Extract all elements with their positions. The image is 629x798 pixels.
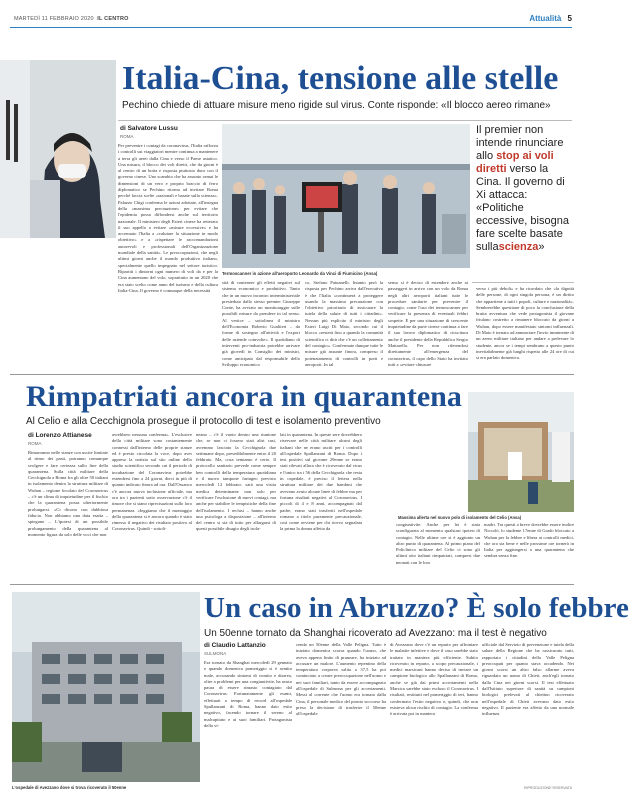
article3-photo <box>12 592 200 782</box>
article3-deck: Un 50enne tornato da Shanghai ricoverato ad Avezzano: ma il test è negativo <box>204 628 547 639</box>
article1-caption: Termoscanner in azione all'aeroporto Leonardo da Vinci di Fiumicino (Ansa) <box>222 271 378 276</box>
article3-headline: Un caso in Abruzzo? È solo febbre <box>204 592 629 624</box>
article1-col1: Per prevenire i contagi da coronavirus, l'Italia rafforza i controlli sui viaggiatori mentre continua a mantenere a terra gli aerei dalla Cina e verso il Paese asiatico. Una misura, il blocco dei voli diretti, che da giorni è al centro di un botta e risposta piuttosto duro con il governo cinese. Uno scambio che ha assunto ormai le dimensioni di un vero e proprio braccio di ferro diplomatico se Pechino ritorna ad invitare Roma perché faccia scelte «razionali e basate sulla scienza». Palazzo Chigi conferma le azioni adottate, all'insegna della «massima precauzione» per evitare che l'epidemia possa diffondersi anche sul territorio nazionale. Il ministero degli Esteri cinese ha reiterato il suo appello a evitare «misure eccessive» e ha accennato l'Italia a «valutare la situazione in modo obiettivo» e a «rispettare le raccomandazioni autorevoli e professionali dell'Organizzazione mondiale della sanità». Le preoccupazioni, che negli ultimi giorni anche il mondo produttivo italiano, specialmente quello impegnato nel settore turistico. Ripartiti i dintorni ogni numero di voli da e per la Cina aumentano del volo, soprattutto in un 2020 che era stato scelto come anno del turismo e della cultura Italia-Cina. Il governo è comunque della necessità <box>118 143 218 293</box>
article1-col2: sità di contenere gli effetti negativi sul sistema economico e produttivo. Tanto che in un nuovo incontro interministeriale presieduto dallo stesso premier Giuseppe Conte, ha avviato un monitoraggio sulle possibili misure da prendere in tal senso. Al vertice – sottolinea il ministro dell'Economia Roberto Gualtieri – da forme di sostegno all'attività e l'export delle aziende coinvolte». Il quotidiano di interventi pro-industria potrebbe arrivare già giovedì in Consiglio dei ministri, come anticipato dal responsabile dello Sviluppo economico <box>222 280 300 367</box>
article3-col3: di Avezzano dove c'è un reparto per affrontare le malattie infettive e dove il caso sarebbe stato trattato in maniera più efficiente. Subito ricoverato in reparto, a scopo precauzionale, i medici marsicani hanno deciso di inviare un campione biologico allo Spallanzani di Roma, anche se già dai primi accertamenti nella Marsica sarebbe stato escluso il Coronavirus. I risultati, restituiti nel pomeriggio di ieri, hanno confermato l'esito negativo e, quindi, che non esisteva alcun rischio di contagio. La conferma è arrivata poi in maniera <box>390 642 478 717</box>
header-divider <box>10 27 572 28</box>
article1-deck: Pechino chiede di attuare misure meno rigide sul virus. Conte risponde: «Il blocco aereo rimane» <box>122 100 551 111</box>
section-divider-2 <box>10 584 574 585</box>
article3-place: SULMONA <box>204 651 227 656</box>
article3-col2: cenda un 50enne della Valle Peligna. Tutto è iniziato domenica scorsa quando l'uomo, che aveva appena finito di pranzare, ha iniziato ad accusare un malore. L'aumento repentino della temperatura corporea salita a 37,5 ha poi cominciato a creare preoccupazione nell'uomo e nei suoi familiari, tanto da essere accompagnato all'ospedale di Sulmona per gli accertamenti. Messi al corrente che l'uomo era tornato dalla Cina, il personale medico del pronto soccorso ha preso la decisione di trasferire il 50enne all'ospedale <box>296 642 386 717</box>
credit-line: RIPRODUZIONE RISERVATA <box>523 786 572 790</box>
article2-col6: madri. Tra questi a breve dovrebbe essere inoltre Niccolò, lo studente 17enne di Grado bloccato a Wuhan per la febbre e libera ai controlli medici, che ora sta bene e nelle prossime ore tornerà in Italia per aggiungersi a una quarantena che sembra senza fine. <box>484 522 574 559</box>
article3-byline: di Claudio Lattanzio <box>204 642 266 649</box>
header-date: MARTEDÌ 11 FEBBRAIO 2020 IL CENTRO <box>14 16 129 22</box>
article1-byline: di Salvatore Lussu <box>120 125 178 132</box>
article1-rule <box>118 120 572 121</box>
article1-main-photo <box>222 124 470 268</box>
sidebar-rule <box>472 282 574 283</box>
article2-caption: Massima allerta nel nuovo polo di isolamento del Celio (Ansa) <box>398 515 522 520</box>
article2-deck: Al Celio e alla Cecchignola prosegue il protocollo di test e isolamento preventivo <box>26 416 381 427</box>
article2-col5: congiuntivite. Anche per lei è stata sconfigurata al momento qualsiasi ipotesi di contagio. Nelle ultime ore si è aggiunto un altro punto di quarantena. Al primo piano del Policlinico militare del Celio ci sono gli ultimi otto italiani rimpatriati, compresi due neonati con le loro <box>396 522 480 565</box>
section-label: Attualità 5 <box>529 14 572 23</box>
section-divider-1 <box>10 374 574 375</box>
article1-col3: co, Stefano Patuanelli. Intanto però la risposta per Pechino arriva dall'esecutivo è che l'Italia «continuerà a proteggere usando la massima precauzione con l'obiettivo prioritario di assicurare la tutela della salute di tutti i cittadini». Nessun più esplicito il ministro degli Esteri Luigi Di Maio, secondo cui il blocco «resterà fino a quando la comunità scientifica ci dirà che c'è un collettamento del contagio». Confermate dunque tutte le misure già assunte finora, compreso il potenziamento di controlli in porti e aeroporti. In tal <box>305 280 383 367</box>
sidebar-highlight-scienza: scienza <box>498 241 539 253</box>
article2-col4: lati in quarantena. In queste sere dovrebbero riservare nelle città militare alcuni degli italiani che ne erano usciti per i controlli all'ospedale Spallanzani di Roma. Dopo i test positivi sul giovane 29enne se erano stati rilevati allora che è ricoverato dal virus e l'unico tra i 56 della Cecchignola che resta in ospedale, è preciso il lettera nella struttura militare dei due bambini che avevano avuto alcune linee di febbre ma per fortuna risultati negativi al Coronavirus. I piccoli di 4 e 8 anni, accompagnati dal padre, erano stati trasferiti nell'ospedale romano a titolo puramente precauzionale, così come avviene per chi ricevo segnalata la prima la donna affetta da <box>280 432 362 532</box>
article1-headline: Italia-Cina, tensione alle stelle <box>122 60 559 97</box>
article1-col4: senso si è deciso di estendere anche ai passeggeri in arrivo con un volo da Roma negli altri aeroporti italiani tutte le procedure sanitarie per prevenire il contagio, come l'uso dei termoscanner per verificare la presenza di eventuali febbri sospette. E per una situazione di crescente inquietudine da parte cinese continua a fare il suo lavoro diplomatico di ricucitura anche il presidente della Repubblica Sergio Mattarella. Per non riferendosi direttamente all'emergenza del coronavirus, il capo dello Stato ha invitato tutti a «evitare chiusure <box>388 280 468 367</box>
article1-sidebar: Il premier non intende rinunciare allo stop ai voli diretti verso la Cina. Il governo di Xi attacca: «Politiche eccessive, bisogna fare scelte basate sullascienza» <box>476 124 569 253</box>
article2-col3: neano – c'è il vuoto dentro una riunione che, se non ci fossero stati altri casi, avremmo lasciato la Cecchignola due settimane dopo, presedibilmente entro il 20 febbraio. Ma, cosa temiamo è certo. Il protocollo sanitario prevede come sempre ben controlli della temperatura quotidiana e il nuovo tampone faringeo previsto mercoledì 12 febbraio: sarà una visita medica determinante non solo per verificare l'esclusione di nuovi contagi, ma anche per stabilire le tempistiche della fine dell'isolamento. I reclusi – hanno anche una psicologa a disposizione – all'interno del centro si sta di tutto per allargarsi di questi possibile disagio degli isola- <box>196 432 276 532</box>
article2-headline: Rimpatriati ancora in quarantena <box>26 380 462 413</box>
article2-col1: Rimarranno nelle stanze con uscite limitate al ritmo dei pasti, potranno comunque svolgere e fare certezza sullo fine della quarantena. Sulla città militare della Cecchignola a Roma fra gli oltre 50 italiani in isolamento dentro la struttura militare di Wuhan – regione focolaio del Coronavirus – c'è un clima di inquietudine per il fischio che la quarantena possa ulteriormente prolungarsi. «Ci dicono con dubbiosa fiducia. Non abbiamo una data esatta – spiegano – L'ipotesi di un possibile prolungamento della quarantena al momento figura da solo delle voci che non <box>28 450 108 537</box>
article2-col2: avrebbero nessuna conferma». L'esclusive della città militare sono costantemente connessi dall'interno delle proprie stanze ed è presto circolata la voce, dopo aver appreso la notizia sul sito online dello studio scientifico secondo cui il periodo di incubazione del Coronavirus potrebbe estendersi fino a 24 giorni, dieci in più di quanto indicato finora ad ora. Dall'Ossanco c'è ancora nuova inclusione ufficiale, ma ora tra i pazienti sotto osservazione c'è il timore che si stano riprecisazioni sullo loro permanenza. «Ieggiamo che il montaggio della quarantena si è ancora quando è stato rimesso il negativo dei risultato positivo al Coronavirus. Quindi - sottoli- <box>112 432 192 532</box>
article1-place: ROMA <box>120 134 134 139</box>
article1-left-photo <box>0 60 116 238</box>
sidebar-highlight-stop: stop ai voli diretti <box>476 150 554 175</box>
article2-byline: di Lorenzo Attianese <box>28 432 92 439</box>
article3-col4: ufficiale dal Servizio di prevenzione e tutela della salute della Regione che ha rassicurato tutti, rapportato i cittadini della Valle Peligna preoccupati per quanto stava accadendo. Nei giorni scorsi un altro falso allarme aveva riguardato un uomo di Chieti, anch'egli tornato dalla Cina nei giorni scorsi. Il test effettuato dall'Istituto superiore di sanità su campioni biologici prelevati al chietino ricoverato nell'ospedale di Chieti avevano dato esito negativo. Il paziente era affetto da una normale influenza. <box>482 642 574 717</box>
article2-place: ROMA <box>28 441 42 446</box>
page-number: 5 <box>567 14 572 23</box>
article3-col1: Era tornato da Shanghai mercoledì 29 gennaio e quando domenica pomeriggio si è sentito male, accusando sintomi di vomito e diarrea, oltre a problemi per una congiuntivite, ha avuto paura di essere rimasto contagiato dal Coronavirus. Fortunatamente gli esami, effettuati a tempo di record all'ospedale Spallanzani di Roma, hanno dato esito negativo, facendo tornare il sereno al malcapitato e ai suoi familiari. Protagonista della vi- <box>204 660 292 728</box>
article2-photo <box>468 392 574 512</box>
article3-caption: L'ospedale di Avezzano dove si trova ricoverato il 50enne <box>12 785 127 790</box>
article1-col5: verso i più deboli» e ha ricordato che «la dignità delle persone, di ogni singola persona, è un diritto che appartiene a tutti i popoli, culture e nazionalità». Sembrerebbe questione di poco la conclusione della brutta avventura che vede protagonista il giovane friulano costretto a rimanere bloccato da giorni a Wuhan, dopo essere manifestato sintomi influenzali. Di Maio è tornato ad annunciare l'invio imminente di un aereo militare italiano per andare a prelevare lo studente, ancor se i tempi sembrano a questo punto inevitabilmente già lunghi rispetto alle 24 ore di cui si era parlato domenica. <box>476 286 574 361</box>
